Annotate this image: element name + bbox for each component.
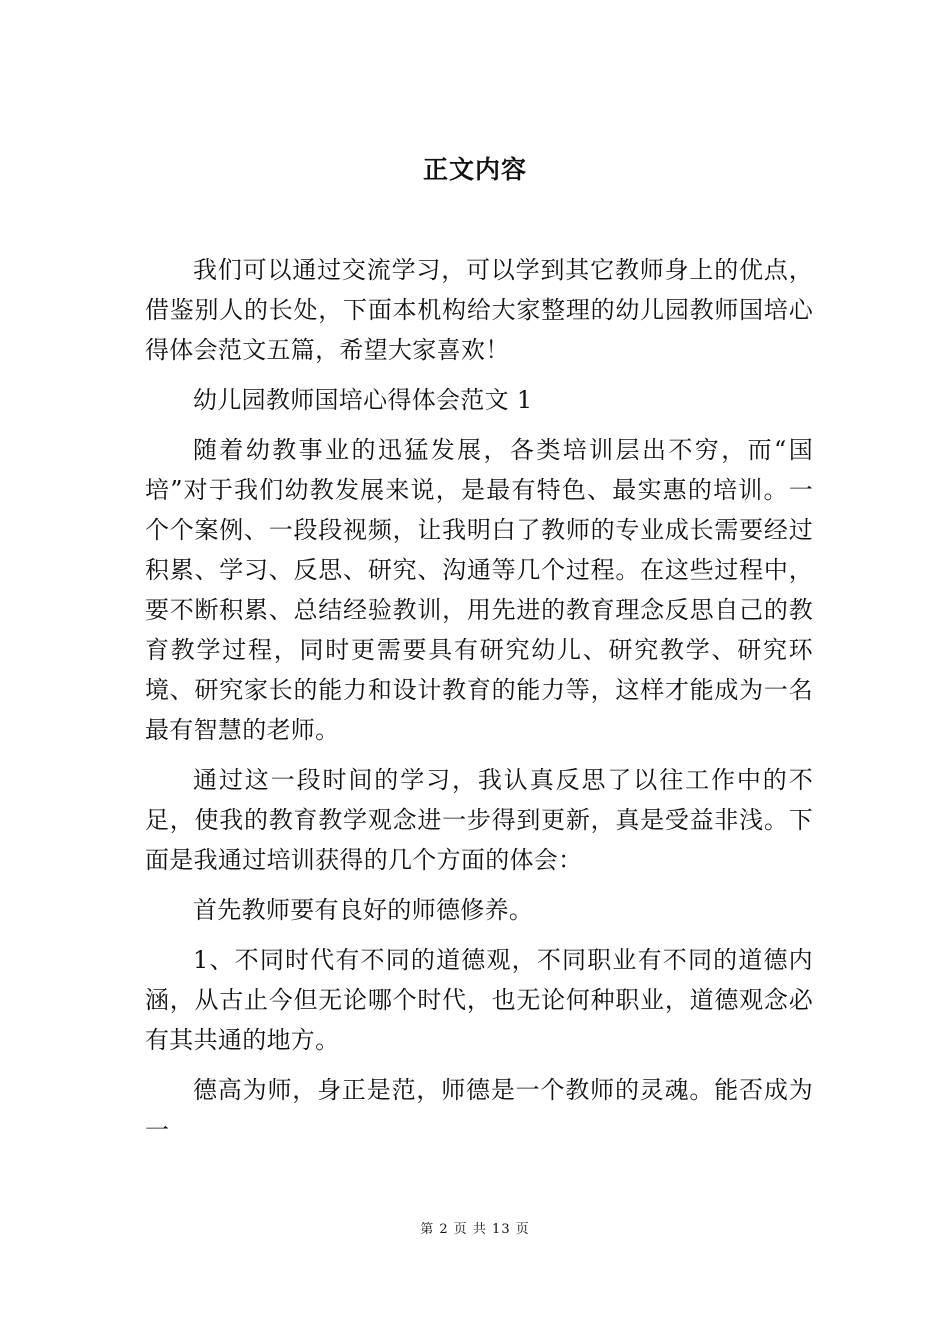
paragraph-intro: 我们可以通过交流学习，可以学到其它教师身上的优点，借鉴别人的长处，下面本机构给大家整理的幼儿园教师国培心得体会范文五篇，希望大家喜欢！	[145, 256, 813, 364]
paragraph: 随着幼教事业的迅猛发展，各类培训层出不穷，而“国培”对于我们幼教发展来说，是最有特色、最实惠的培训。一个个案例、一段段视频，让我明白了教师的专业成长需要经过积累、学习、反思、研究、沟通等几个过程。在这些过程中，要不断积累、总结经验教训，用先进的教育理念反思自己的教育教学过程，同时更需要具有研究幼儿、研究教学、研究环境、研究家长的能力和设计教育的能力等，这样才能成为一名最有智慧的老师。	[145, 436, 813, 744]
document-title: 正文内容	[422, 155, 527, 184]
paragraph: 通过这一段时间的学习，我认真反思了以往工作中的不足，使我的教育教学观念进一步得到更新，真是受益非浅。下面是我通过培训获得的几个方面的体会：	[145, 766, 813, 874]
section-heading: 幼儿园教师国培心得体会范文 1	[193, 386, 533, 414]
paragraph: 德高为师，身正是范，师德是一个教师的灵魂。能否成为一	[145, 1076, 813, 1144]
paragraph: 首先教师要有良好的师德修养。	[193, 896, 534, 924]
page-number-footer: 第 2 页 共 13 页	[420, 1222, 530, 1237]
paragraph: 1、不同时代有不同的道德观，不同职业有不同的道德内涵，从古止今但无论哪个时代，也无论何种职业，道德观念必有其共通的地方。	[145, 946, 813, 1054]
document-body	[145, 250, 813, 1160]
